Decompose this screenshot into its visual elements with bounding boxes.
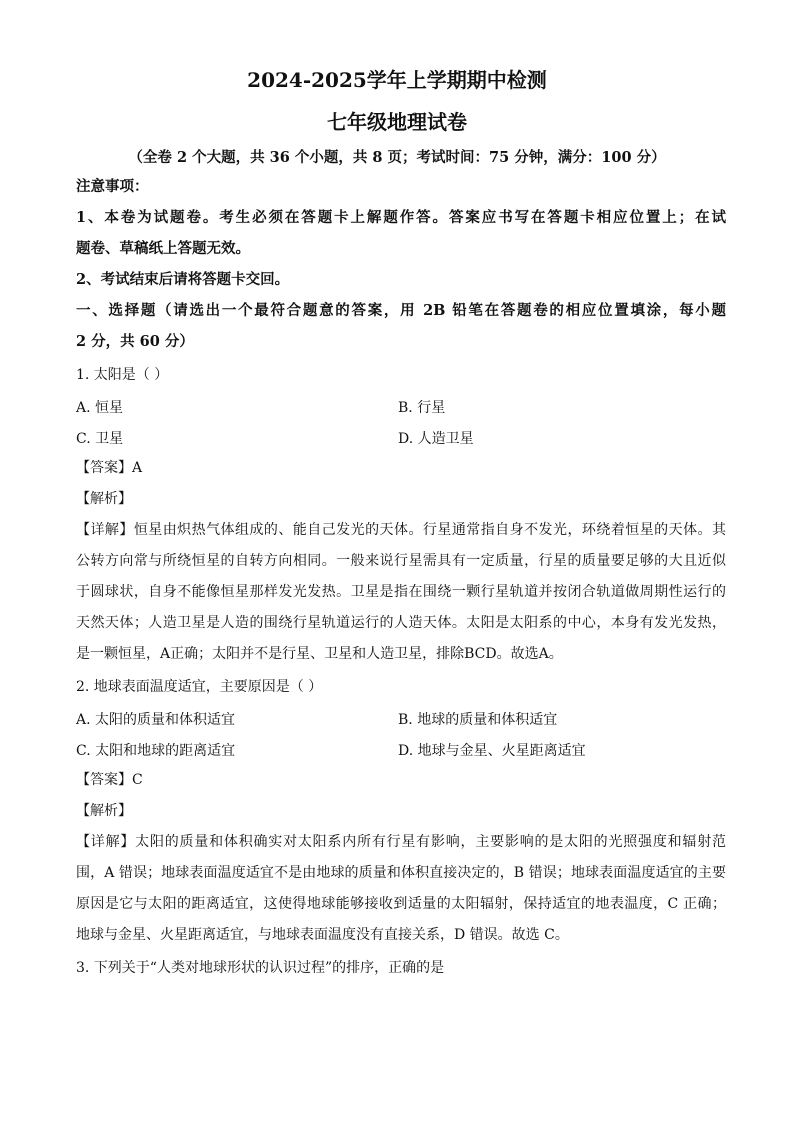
question-2-answer: 【答案】C xyxy=(76,772,143,788)
notice-item-1-line-2: 题卷、草稿纸上答题无效。 xyxy=(76,240,250,257)
question-1-detail-line-5: 是一颗恒星，A正确；太阳并不是行星、卫星和人造卫星，排除BCD。故选A。 xyxy=(76,646,563,662)
question-2-option-c: C. 太阳和地球的距离适宜 xyxy=(76,743,236,759)
question-2-detail-line-3: 原因是它与太阳的距离适宜，这使得地球能够接收到适量的太阳辐射，保持适宜的地表温度，C 正确； xyxy=(76,896,726,912)
question-1-stem: 1. 太阳是（ ） xyxy=(76,367,169,383)
question-1-analysis-label: 【解析】 xyxy=(76,491,132,507)
question-2-option-a: A. 太阳的质量和体积适宜 xyxy=(76,712,236,728)
exam-info: （全卷 2 个大题，共 36 个小题，共 8 页；考试时间：75 分钟，满分：100 分） xyxy=(128,149,666,166)
exam-title: 2024-2025学年上学期期中检测 xyxy=(247,68,547,92)
question-2-option-d: D. 地球与金星、火星距离适宜 xyxy=(398,743,586,759)
question-1-detail-line-1: 【详解】恒星由炽热气体组成的、能自己发光的天体。行星通常指自身不发光，环绕着恒星的天体。其 xyxy=(76,522,726,538)
question-2-detail-line-4: 地球与金星、火星距离适宜，与地球表面温度没有直接关系，D 错误。故选 C。 xyxy=(76,927,569,943)
question-1-option-c: C. 卫星 xyxy=(76,431,124,447)
question-1-detail-line-3: 于圆球状，自身不能像恒星那样发光发热。卫星是指在围绕一颗行星轨道并按闭合轨道做周期性运行的 xyxy=(76,584,726,600)
notice-item-2: 2、考试结束后请将答题卡交回。 xyxy=(76,271,290,288)
section-1-heading-line-1: 一、选择题（请选出一个最符合题意的答案，用 2B 铅笔在答题卷的相应位置填涂，每小题 xyxy=(76,302,726,319)
question-2-detail-line-1: 【详解】太阳的质量和体积确实对太阳系内所有行星有影响，主要影响的是太阳的光照强度和辐射范 xyxy=(76,834,726,850)
section-1-heading-line-2: 2 分，共 60 分） xyxy=(76,333,194,350)
question-3-stem: 3. 下列关于“人类对地球形状的认识过程”的排序，正确的是 xyxy=(76,960,445,976)
notice-item-1-line-1: 1、本卷为试题卷。考生必须在答题卡上解题作答。答案应书写在答题卡相应位置上；在试 xyxy=(76,209,726,226)
question-1-detail-line-4: 天然天体；人造卫星是人造的围绕行星轨道运行的人造天体。太阳是太阳系的中心，本身有发光发热， xyxy=(76,615,726,631)
question-1-detail-line-2: 公转方向常与所绕恒星的自转方向相同。一般来说行星需具有一定质量，行星的质量要足够的大且近似 xyxy=(76,553,726,569)
question-2-detail-line-2: 围，A 错误；地球表面温度适宜不是由地球的质量和体积直接决定的，B 错误；地球表面温度适宜的主要 xyxy=(76,865,726,881)
question-2-stem: 2. 地球表面温度适宜，主要原因是（ ） xyxy=(76,679,323,695)
question-1-option-a: A. 恒星 xyxy=(76,400,124,416)
question-1-option-d: D. 人造卫星 xyxy=(398,431,474,447)
question-2-analysis-label: 【解析】 xyxy=(76,803,132,819)
question-2-option-b: B. 地球的质量和体积适宜 xyxy=(398,712,558,728)
notice-heading: 注意事项： xyxy=(76,178,149,195)
question-1-answer: 【答案】A xyxy=(76,460,143,476)
question-1-option-b: B. 行星 xyxy=(398,400,446,416)
exam-subtitle: 七年级地理试卷 xyxy=(327,110,467,134)
